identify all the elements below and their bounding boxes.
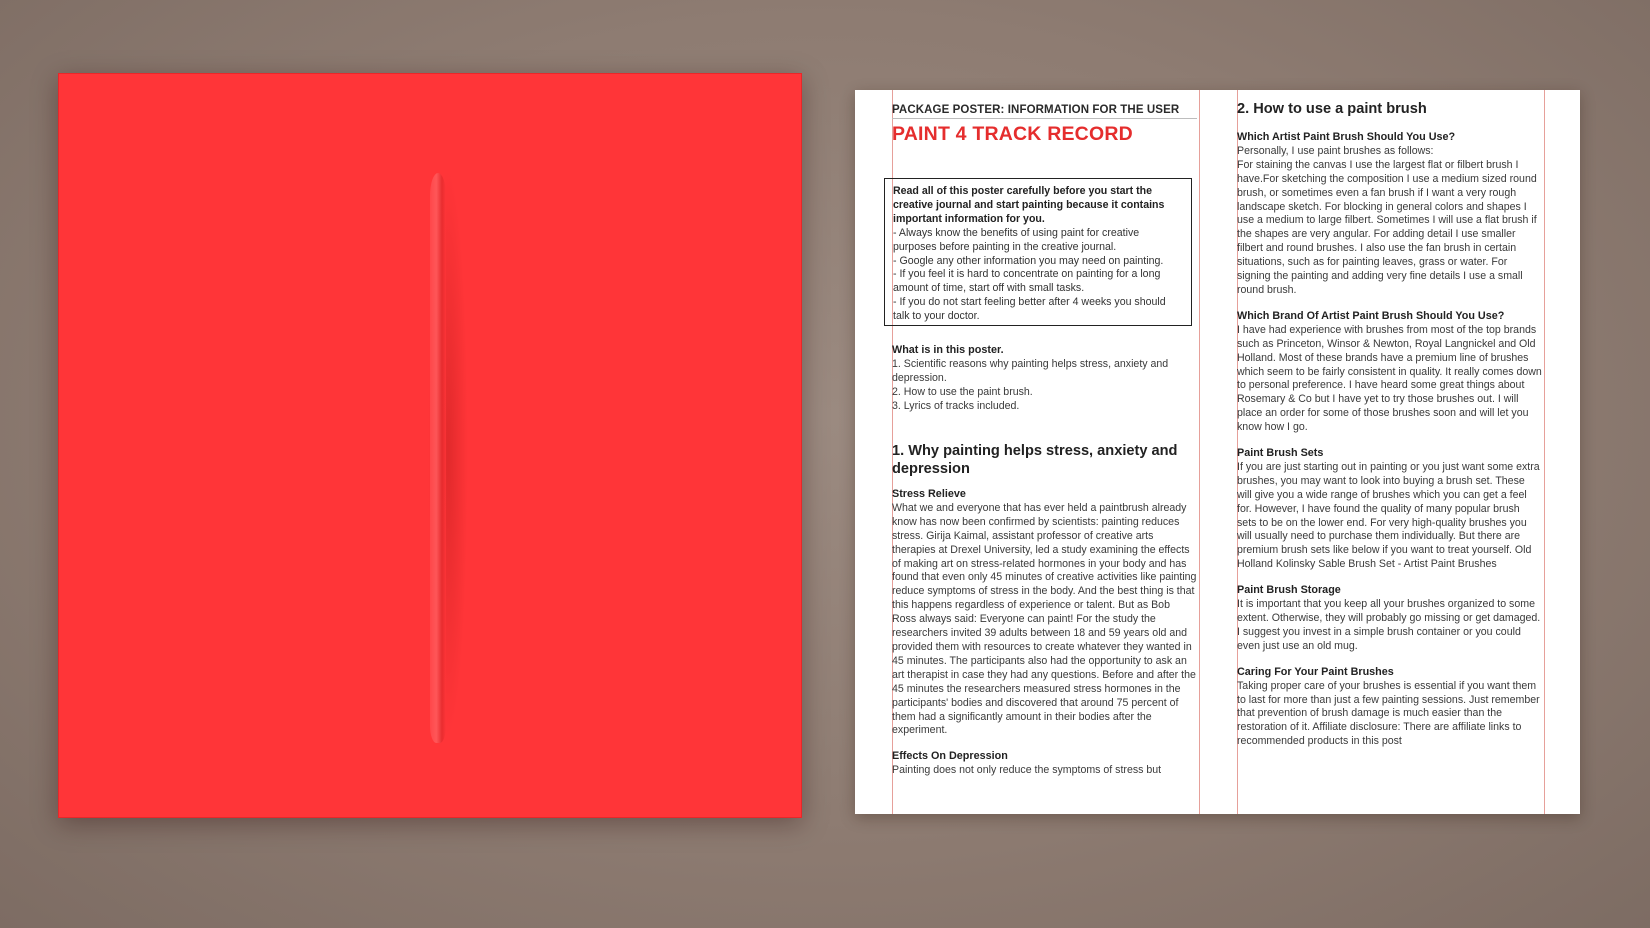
poster-title: PAINT 4 TRACK RECORD xyxy=(892,123,1133,145)
notice-box xyxy=(884,178,1192,326)
paint-brush-embossed xyxy=(430,173,446,743)
stress-body: What we and everyone that has ever held a paintbrush already know has now been confirmed by scientists: painting reduces stress. Girija Kaimal, assistant professor of creative arts therapies at Drexel University, led a study examining the effects of making art on stress-related hormones in your body and has found that even only 45 minutes of creative activities like painting reduce symptoms of stress in the body. And the best thing is that this happens regardless of experience or talent. But as Bob Ross always said: Everyone can paint! For the study the researchers invited 39 adults between 18 and 59 years old and provided them with resources to create whatever they wanted in 45 minutes. The participants also had the opportunity to ask an art therapist in case they had any questions. Before and after the 45 minutes the researchers measured stress hormones in the participants' bodies and discovered that around 75 percent of them had a significantly amount in their bodies after the experiment. xyxy=(892,501,1197,737)
caring-body: Taking proper care of your brushes is essential if you want them to last for more than just a few painting sessions. Just remember that prevention of brush damage is much easier than the restoration of it. Affiliate disclosure: There are affiliate links to recommended products in this post xyxy=(1237,679,1540,748)
notice-item: - Always know the benefits of using paint for creative purposes before painting in the creative journal. xyxy=(893,226,1140,253)
section-two xyxy=(1237,100,1542,749)
red-package-box xyxy=(58,73,802,818)
storage-heading: Paint Brush Storage xyxy=(1237,584,1341,597)
package-poster xyxy=(855,90,1580,814)
contents-item: 2. How to use the paint brush. xyxy=(892,385,1033,398)
section-one-title: 1. Why painting helps stress, anxiety and depression xyxy=(892,443,1178,477)
brand-heading: Which Brand Of Artist Paint Brush Should You Use? xyxy=(1237,309,1505,322)
poster-kicker: PACKAGE POSTER: INFORMATION FOR THE USER xyxy=(892,104,1197,119)
sets-heading: Paint Brush Sets xyxy=(1237,447,1324,460)
brand-body: I have had experience with brushes from most of the top brands such as Princeton, Winsor & Newton, Royal Langnickel and Old Holland. Most of these brands have a premium line of brushes which seem to be fairly consistent in quality. It really comes down to personal preference. I have heard some great things about Rosemary & Co but I have yet to try those brushes out. I will place an order for some of those brushes soon and will let you know how I go. xyxy=(1237,323,1542,434)
section-two-title: 2. How to use a paint brush xyxy=(1237,101,1427,117)
caring-heading: Caring For Your Paint Brushes xyxy=(1237,665,1394,678)
contents-item: 1. Scientific reasons why painting helps stress, anxiety and depression. xyxy=(892,357,1169,384)
which-brush-heading: Which Artist Paint Brush Should You Use? xyxy=(1237,131,1456,143)
notice-item: - If you feel it is hard to concentrate on painting for a long amount of time, start off with small tasks. xyxy=(893,268,1161,295)
contents-item: 3. Lyrics of tracks included. xyxy=(892,399,1020,412)
guide-line xyxy=(1199,90,1200,814)
depression-heading: Effects On Depression xyxy=(892,750,1008,763)
storage-body: It is important that you keep all your brushes organized to some extent. Otherwise, they will probably go missing or get damaged. I suggest you invest in a simple brush container or you could even just use an old mug. xyxy=(1237,598,1541,652)
which-brush-body: Personally, I use paint brushes as follows: For staining the canvas I use the largest flat or filbert brush I have.For sketching the composition I use a medium sized round brush, or sometimes even a fan brush if I want a very rough landscape sketch. For blocking in general colors and shapes I use a medium to large filbert. Sometimes I will use a flat brush if the shapes are very angular. For adding detail I use smaller filbert and round brushes. I also use the fan brush in certain situations, such as for painting leaves, grass or water. For signing the painting and adding very fine details I use a small round brush. xyxy=(1237,144,1537,296)
contents-heading: What is in this poster. xyxy=(892,344,1004,356)
section-one xyxy=(892,442,1197,778)
guide-line xyxy=(1544,90,1545,814)
stress-heading: Stress Relieve xyxy=(892,488,966,500)
notice-heading: Read all of this poster carefully before you start the creative journal and start painting because it contains important information for you. xyxy=(893,185,1165,225)
contents-section xyxy=(892,344,1197,414)
sets-body: If you are just starting out in painting or you just want some extra brushes, you may want to look into buying a brush set. These will give you a wide range of brushes which you can get a feel for. However, I have found the quality of many popular brush sets to be on the lower end. For very high-quality brushes you will usually need to purchase them individually. But there are premium brush sets like below if you want to treat yourself. Old Holland Kolinsky Sable Brush Set - Artist Paint Brushes xyxy=(1237,460,1540,571)
depression-body: Painting does not only reduce the symptoms of stress but xyxy=(892,764,1162,777)
notice-item: - If you do not start feeling better after 4 weeks you should talk to your doctor. xyxy=(893,296,1166,323)
notice-item: - Google any other information you may need on painting. xyxy=(893,254,1164,267)
